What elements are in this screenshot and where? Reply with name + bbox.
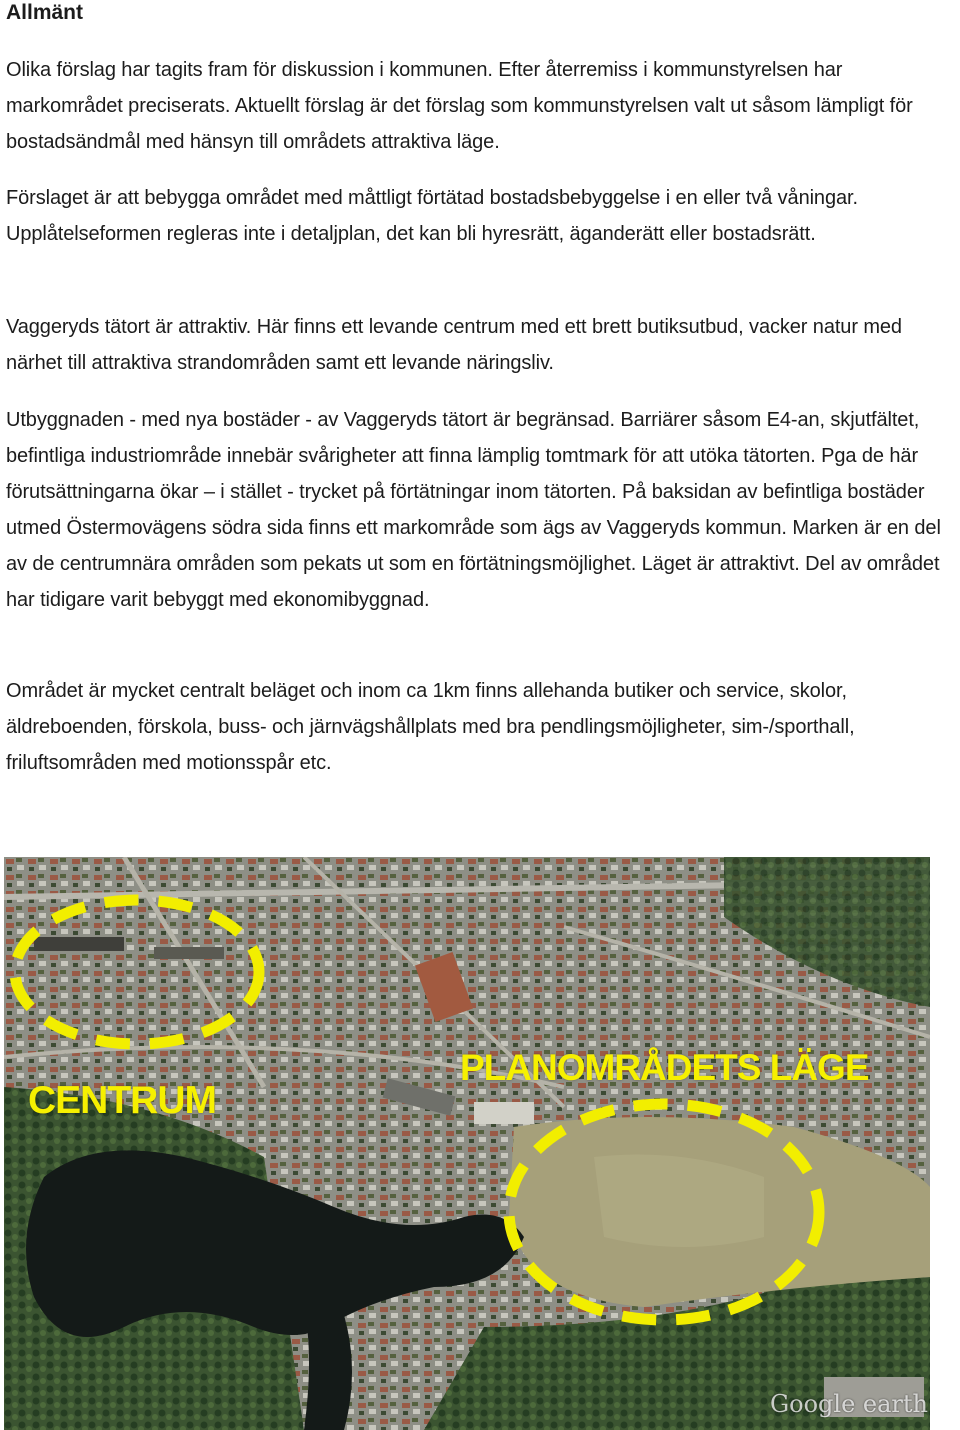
paragraph-proposal: Förslaget är att bebygga området med måttligt förtätad bostadsbebyggelse i en eller två våningar. Upplåtelseformen regleras inte i detaljplan, det kan bli hyresrätt, äganderätt eller bostadsrätt. xyxy=(6,187,858,245)
paragraph-expansion: Utbyggnaden - med nya bostäder - av Vaggeryds tätort är begränsad. Barriärer såsom E4-an, skjutfältet, befintliga industriområde innebär svårigheter att finna lämplig tomtmark för att utöka tätorten. Pga de här förutsättningarna ökar – i stället - trycket på förtätningar inom tätorten. På baksidan av befintliga bostäder utmed Östermovägens södra sida finns ett markområde som ägs av Vaggeryds kommun. Marken är en del av de centrumnära områden som pekats ut som en förtätningsmöjlighet. Läget är attraktivt. Del av området har tidigare varit bebyggt med ekonomibyggnad. xyxy=(6,409,941,611)
plan-area-label: PLANOMRÅDETS LÄGE xyxy=(460,1047,869,1088)
centrum-label: CENTRUM xyxy=(28,1079,216,1122)
aerial-map xyxy=(4,857,930,1430)
paragraph-location: Området är mycket centralt beläget och inom ca 1km finns allehanda butiker och service, skolor, äldreboenden, förskola, buss- och järnvägshållplats med bra pendlingsmöjligheter, sim-/sporthall, friluftsområden med motionsspår etc. xyxy=(6,680,855,774)
paragraph-intro: Olika förslag har tagits fram för diskussion i kommunen. Efter återremiss i kommunstyrelsen har markområdet preciserats. Aktuellt förslag är det förslag som kommunstyrelsen valt ut såsom lämpligt för bostadsändmål med hänsyn till områdets attraktiva läge. xyxy=(6,59,913,153)
aerial-photo xyxy=(4,857,930,1430)
section-heading: Allmänt xyxy=(6,1,84,24)
paragraph-attractive-town: Vaggeryds tätort är attraktiv. Här finns ett levande centrum med ett brett butiksutbud, vacker natur med närhet till attraktiva strandområden samt ett levande näringsliv. xyxy=(6,316,902,374)
google-earth-watermark: Google earth xyxy=(769,1390,928,1418)
